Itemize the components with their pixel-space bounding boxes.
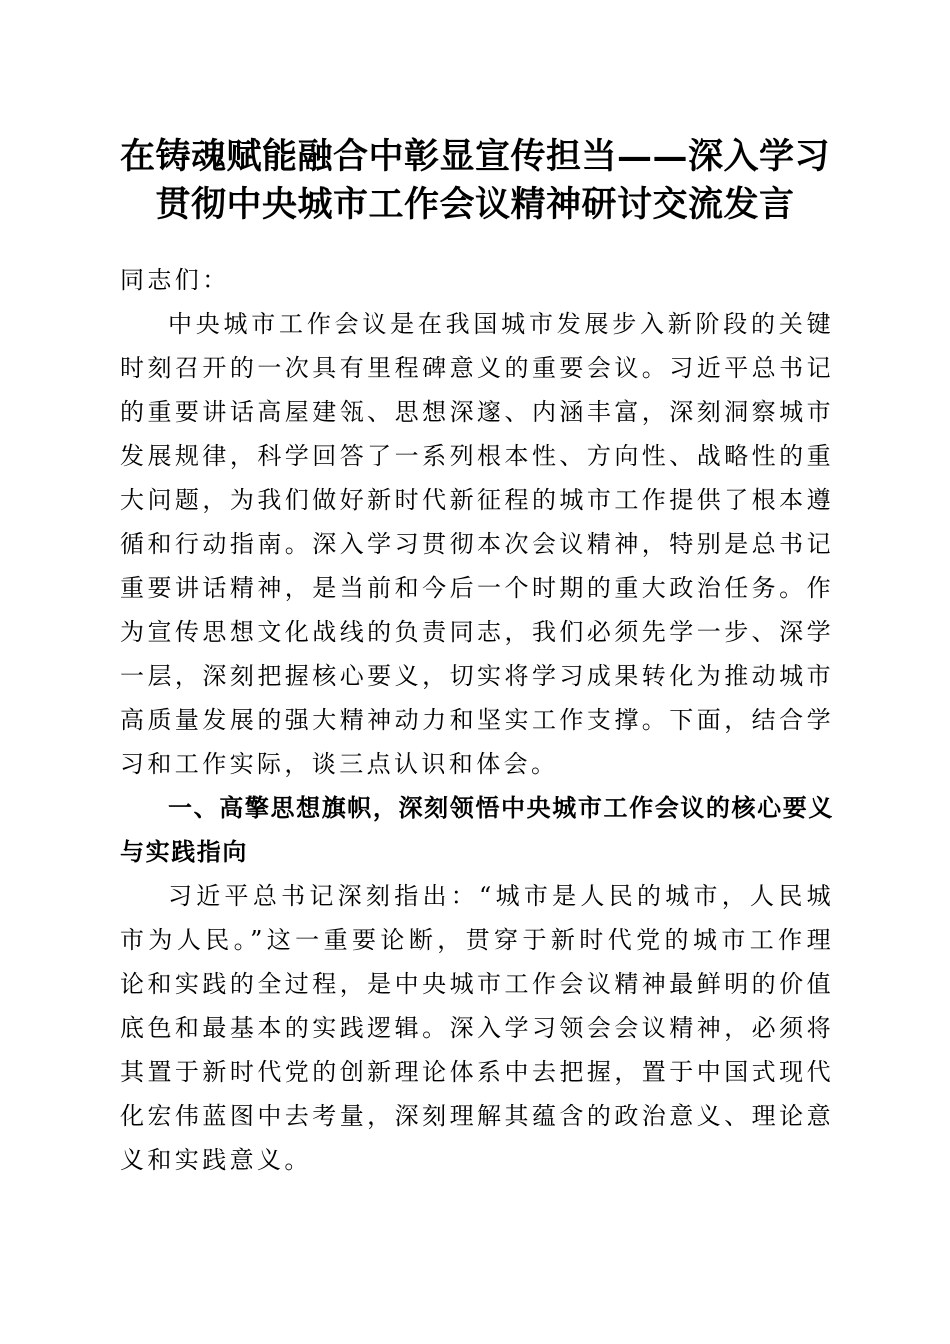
document-body: [120, 258, 834, 1182]
document-title: [100, 133, 850, 229]
section-heading-1: 一、高擎思想旗帜，深刻领悟中央城市工作会议的核心要义与实践指向: [120, 794, 834, 866]
greeting: 同志们：: [120, 266, 230, 294]
title-line-1: 在铸魂赋能融合中彰显宣传担当——深入学习: [119, 136, 830, 177]
paragraph-intro: 中央城市工作会议是在我国城市发展步入新阶段的关键时刻召开的一次具有里程碑意义的重要会议。习近平总书记的重要讲话高屋建瓴、思想深邃、内涵丰富，深刻洞察城市发展规律，科学回答了一系列根本性、方向性、战略性的重大问题，为我们做好新时代新征程的城市工作提供了根本遵循和行动指南。深入学习贯彻本次会议精神，特别是总书记重要讲话精神，是当前和今后一个时期的重大政治任务。作为宣传思想文化战线的负责同志，我们必须先学一步、深学一层，深刻把握核心要义，切实将学习成果转化为推动城市高质量发展的强大精神动力和坚实工作支撑。下面，结合学习和工作实际，谈三点认识和体会。: [120, 310, 834, 778]
title-line-2: 贯彻中央城市工作会议精神研讨交流发言: [155, 184, 795, 225]
paragraph-section-1: 习近平总书记深刻指出：“城市是人民的城市，人民城市为人民。”这一重要论断，贯穿于新时代党的城市工作理论和实践的全过程，是中央城市工作会议精神最鲜明的价值底色和最基本的实践逻辑。深入学习领会会议精神，必须将其置于新时代党的创新理论体系中去把握，置于中国式现代化宏伟蓝图中去考量，深刻理解其蕴含的政治意义、理论意义和实践意义。: [120, 882, 834, 1174]
